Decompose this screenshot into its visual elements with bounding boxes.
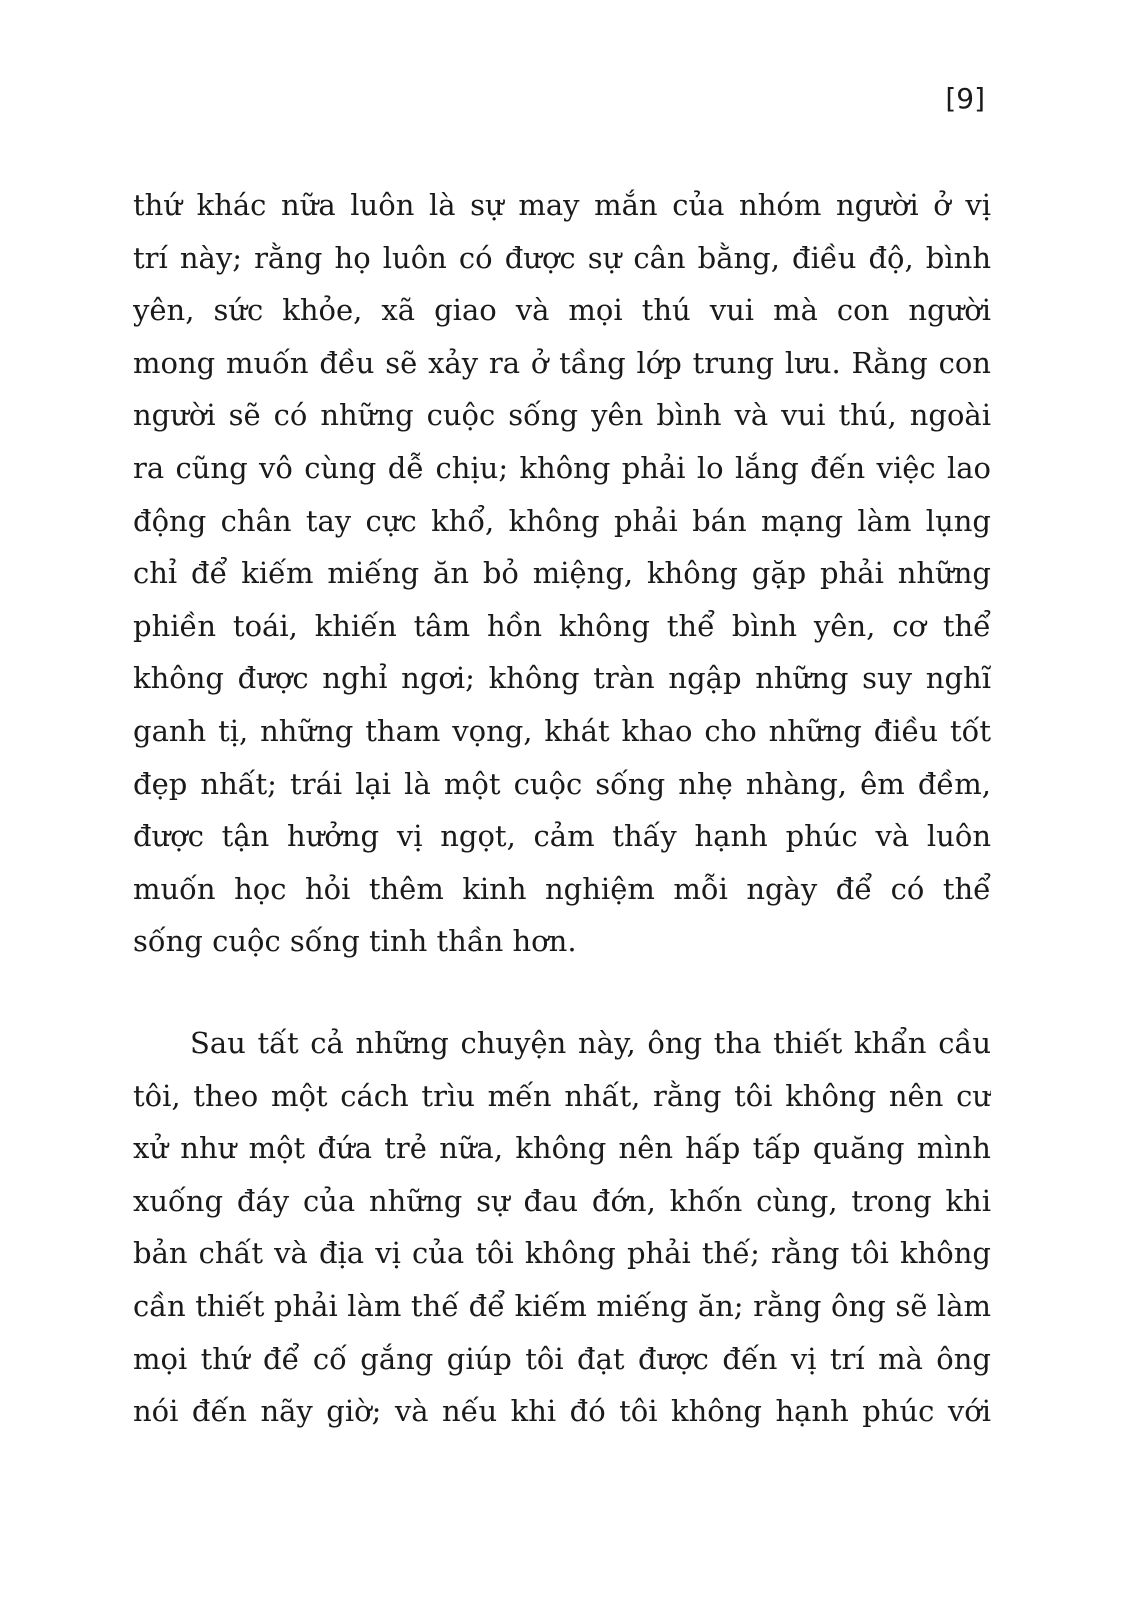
paragraph-1: [133, 179, 991, 968]
text-line: động chân tay cực khổ, không phải bán mạng làm lụng: [133, 503, 991, 538]
text-line: ra cũng vô cùng dễ chịu; không phải lo lắng đến việc lao: [133, 450, 991, 485]
paragraph-2: [133, 1017, 991, 1438]
text-line: phiền toái, khiến tâm hồn không thể bình yên, cơ thể: [133, 608, 991, 643]
text-line: sống cuộc sống tinh thần hơn.: [133, 924, 577, 959]
text-line: đẹp nhất; trái lại là một cuộc sống nhẹ nhàng, êm đềm,: [133, 766, 991, 801]
text-line: yên, sức khỏe, xã giao và mọi thú vui mà con người: [133, 293, 991, 328]
text-line: bản chất và địa vị của tôi không phải thế; rằng tôi không: [133, 1236, 991, 1271]
text-line: muốn học hỏi thêm kinh nghiệm mỗi ngày để có thể: [133, 871, 991, 906]
text-line: không được nghỉ ngơi; không tràn ngập những suy nghĩ: [133, 661, 991, 696]
text-line: tôi, theo một cách trìu mến nhất, rằng tôi không nên cư: [133, 1078, 991, 1113]
text-line: ganh tị, những tham vọng, khát khao cho những điều tốt: [133, 713, 991, 748]
page-number: [9]: [945, 82, 985, 115]
text-line: thứ khác nữa luôn là sự may mắn của nhóm người ở vị: [133, 188, 991, 222]
text-line: chỉ để kiếm miếng ăn bỏ miệng, không gặp phải những: [133, 556, 991, 591]
text-line: người sẽ có những cuộc sống yên bình và vui thú, ngoài: [133, 398, 991, 433]
text-line: cần thiết phải làm thế để kiếm miếng ăn; rằng ông sẽ làm: [133, 1288, 991, 1323]
text-line: xử như một đứa trẻ nữa, không nên hấp tấp quăng mình: [133, 1131, 991, 1166]
text-line: được tận hưởng vị ngọt, cảm thấy hạnh phúc và luôn: [133, 819, 991, 854]
text-line: trí này; rằng họ luôn có được sự cân bằng, điều độ, bình: [133, 240, 991, 275]
text-line: mọi thứ để cố gắng giúp tôi đạt được đến vị trí mà ông: [133, 1341, 991, 1376]
text-line: Sau tất cả những chuyện này, ông tha thiết khẩn cầu: [190, 1026, 991, 1060]
text-line: nói đến nãy giờ; và nếu khi đó tôi không hạnh phúc với: [133, 1394, 991, 1429]
text-line: mong muốn đều sẽ xảy ra ở tầng lớp trung lưu. Rằng con: [133, 345, 991, 380]
text-line: xuống đáy của những sự đau đớn, khốn cùng, trong khi: [133, 1183, 991, 1218]
